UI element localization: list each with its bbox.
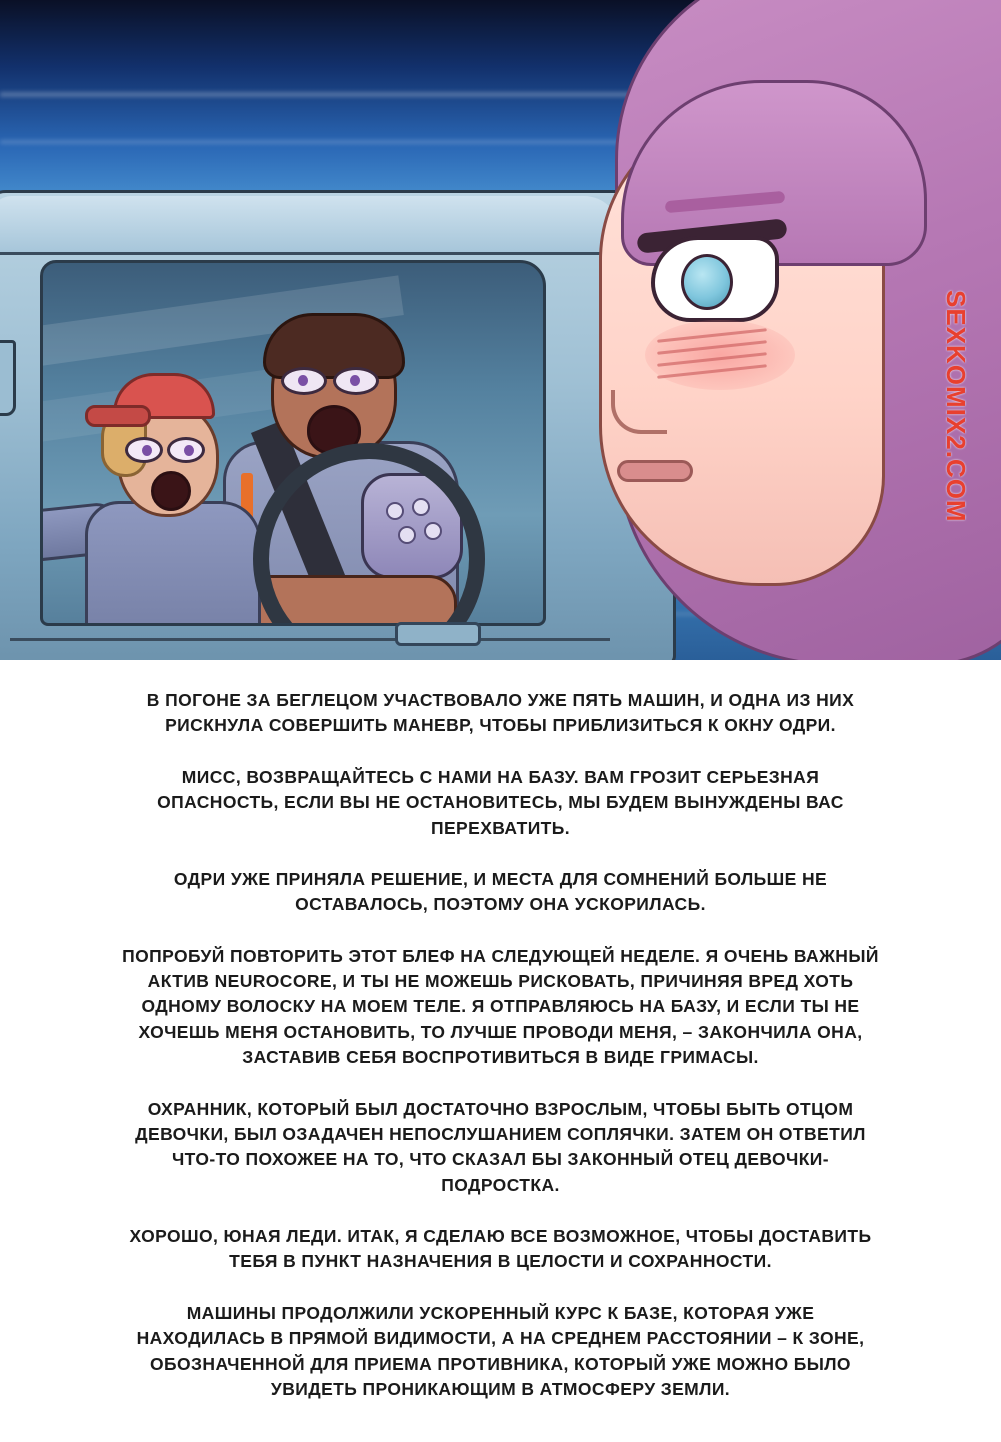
girl-lips — [617, 460, 693, 482]
driver-eye-right — [333, 367, 379, 395]
passenger-uniform — [85, 501, 261, 626]
car-door-seam — [10, 638, 610, 641]
driver-hair — [263, 313, 405, 379]
girl-blush — [645, 320, 795, 390]
story-paragraph: МАШИНЫ ПРОДОЛЖИЛИ УСКОРЕННЫЙ КУРС К БАЗЕ, КОТОРАЯ УЖЕ НАХОДИЛАСЬ В ПРЯМОЙ ВИДИМОСТИ, А НА СРЕДНЕМ РАССТОЯНИИ – К ЗОНЕ, ОБОЗНАЧЕННОЙ ДЛЯ ПРИЕМА ПРОТИВНИКА, КОТОРЫЙ УЖЕ МОЖНО БЫЛО УВИДЕТЬ ПРОНИКАЮЩИМ В АТМОСФЕРУ ЗЕМЛИ. — [136, 1302, 865, 1399]
girl-eye — [651, 236, 779, 322]
passenger-eye-left — [125, 437, 163, 463]
car-window — [40, 260, 546, 626]
story-paragraph: ОДРИ УЖЕ ПРИНЯЛА РЕШЕНИЕ, И МЕСТА ДЛЯ СОМНЕНИЙ БОЛЬШЕ НЕ ОСТАВАЛОСЬ, ПОЭТОМУ ОНА УСКОРИЛАСЬ. — [173, 868, 828, 915]
story-paragraph: МИСС, ВОЗВРАЩАЙТЕСЬ С НАМИ НА БАЗУ. ВАМ ГРОЗИТ СЕРЬЕЗНАЯ ОПАСНОСТЬ, ЕСЛИ ВЫ НЕ ОСТАНОВИТЕСЬ, МЫ БУДЕМ ВЫНУЖДЕНЫ ВАС ПЕРЕХВАТИТЬ. — [157, 766, 844, 838]
chase-car — [0, 190, 670, 660]
story-paragraph: ОХРАННИК, КОТОРЫЙ БЫЛ ДОСТАТОЧНО ВЗРОСЛЫМ, ЧТОБЫ БЫТЬ ОТЦОМ ДЕВОЧКИ, БЫЛ ОЗАДАЧЕН НЕПОСЛУШАНИЕМ СОПЛЯЧКИ. ЗАТЕМ ОН ОТВЕТИЛ ЧТО-ТО ПОХОЖЕЕ НА ТО, ЧТО СКАЗАЛ БЫ ЗАКОННЫЙ ОТЕЦ ДЕВОЧКИ-ПОДРОСТКА. — [135, 1098, 866, 1195]
story-paragraph: В ПОГОНЕ ЗА БЕГЛЕЦОМ УЧАСТВОВАЛО УЖЕ ПЯТЬ МАШИН, И ОДНА ИЗ НИХ РИСКНУЛА СОВЕРШИТЬ МАНЕВР, ЧТОБЫ ПРИБЛИЗИТЬСЯ К ОКНУ ОДРИ. — [146, 690, 855, 736]
pupil-icon — [298, 375, 308, 386]
comic-panel — [0, 0, 1001, 660]
car-door-handle — [395, 622, 481, 646]
story-paragraph: ХОРОШО, ЮНАЯ ЛЕДИ. ИТАК, Я СДЕЛАЮ ВСЕ ВОЗМОЖНОЕ, ЧТОБЫ ДОСТАВИТЬ ТЕБЯ В ПУНКТ НАЗНАЧЕНИЯ В ЦЕЛОСТИ И СОХРАННОСТИ. — [129, 1226, 872, 1272]
pupil-icon — [184, 445, 194, 456]
passenger-eye-right — [167, 437, 205, 463]
pupil-icon — [350, 375, 360, 386]
site-watermark: SEXKOMIX2.COM — [941, 290, 971, 523]
story-text-block — [0, 660, 1001, 1442]
girl-iris — [681, 254, 733, 310]
driver-eye-left — [281, 367, 327, 395]
side-mirror-icon — [0, 340, 16, 416]
pupil-icon — [142, 445, 152, 456]
passenger-guard — [55, 373, 255, 626]
cap-brim-icon — [85, 405, 151, 427]
car-roof — [0, 196, 620, 255]
story-paragraph: ПОПРОБУЙ ПОВТОРИТЬ ЭТОТ БЛЕФ НА СЛЕДУЮЩЕЙ НЕДЕЛЕ. Я ОЧЕНЬ ВАЖНЫЙ АКТИВ NEUROCORE, И ТЫ НЕ МОЖЕШЬ РИСКОВАТЬ, ПРИЧИНЯЯ ВРЕД ХОТЬ ОДНОМУ ВОЛОСКУ НА МОЕМ ТЕЛЕ. Я ОТПРАВЛЯЮСЬ НА БАЗУ, И ЕСЛИ ТЫ НЕ ХОЧЕШЬ МЕНЯ ОСТАНОВИТЬ, ТО ЛУЧШЕ ПРОВОДИ МЕНЯ, – ЗАКОНЧИЛА ОНА, ЗАСТАВИВ СЕБЯ ВОСПРОТИВИТЬСЯ В ВИДЕ ГРИМАСЫ. — [122, 945, 879, 1068]
passenger-mouth-shouting — [151, 471, 191, 511]
